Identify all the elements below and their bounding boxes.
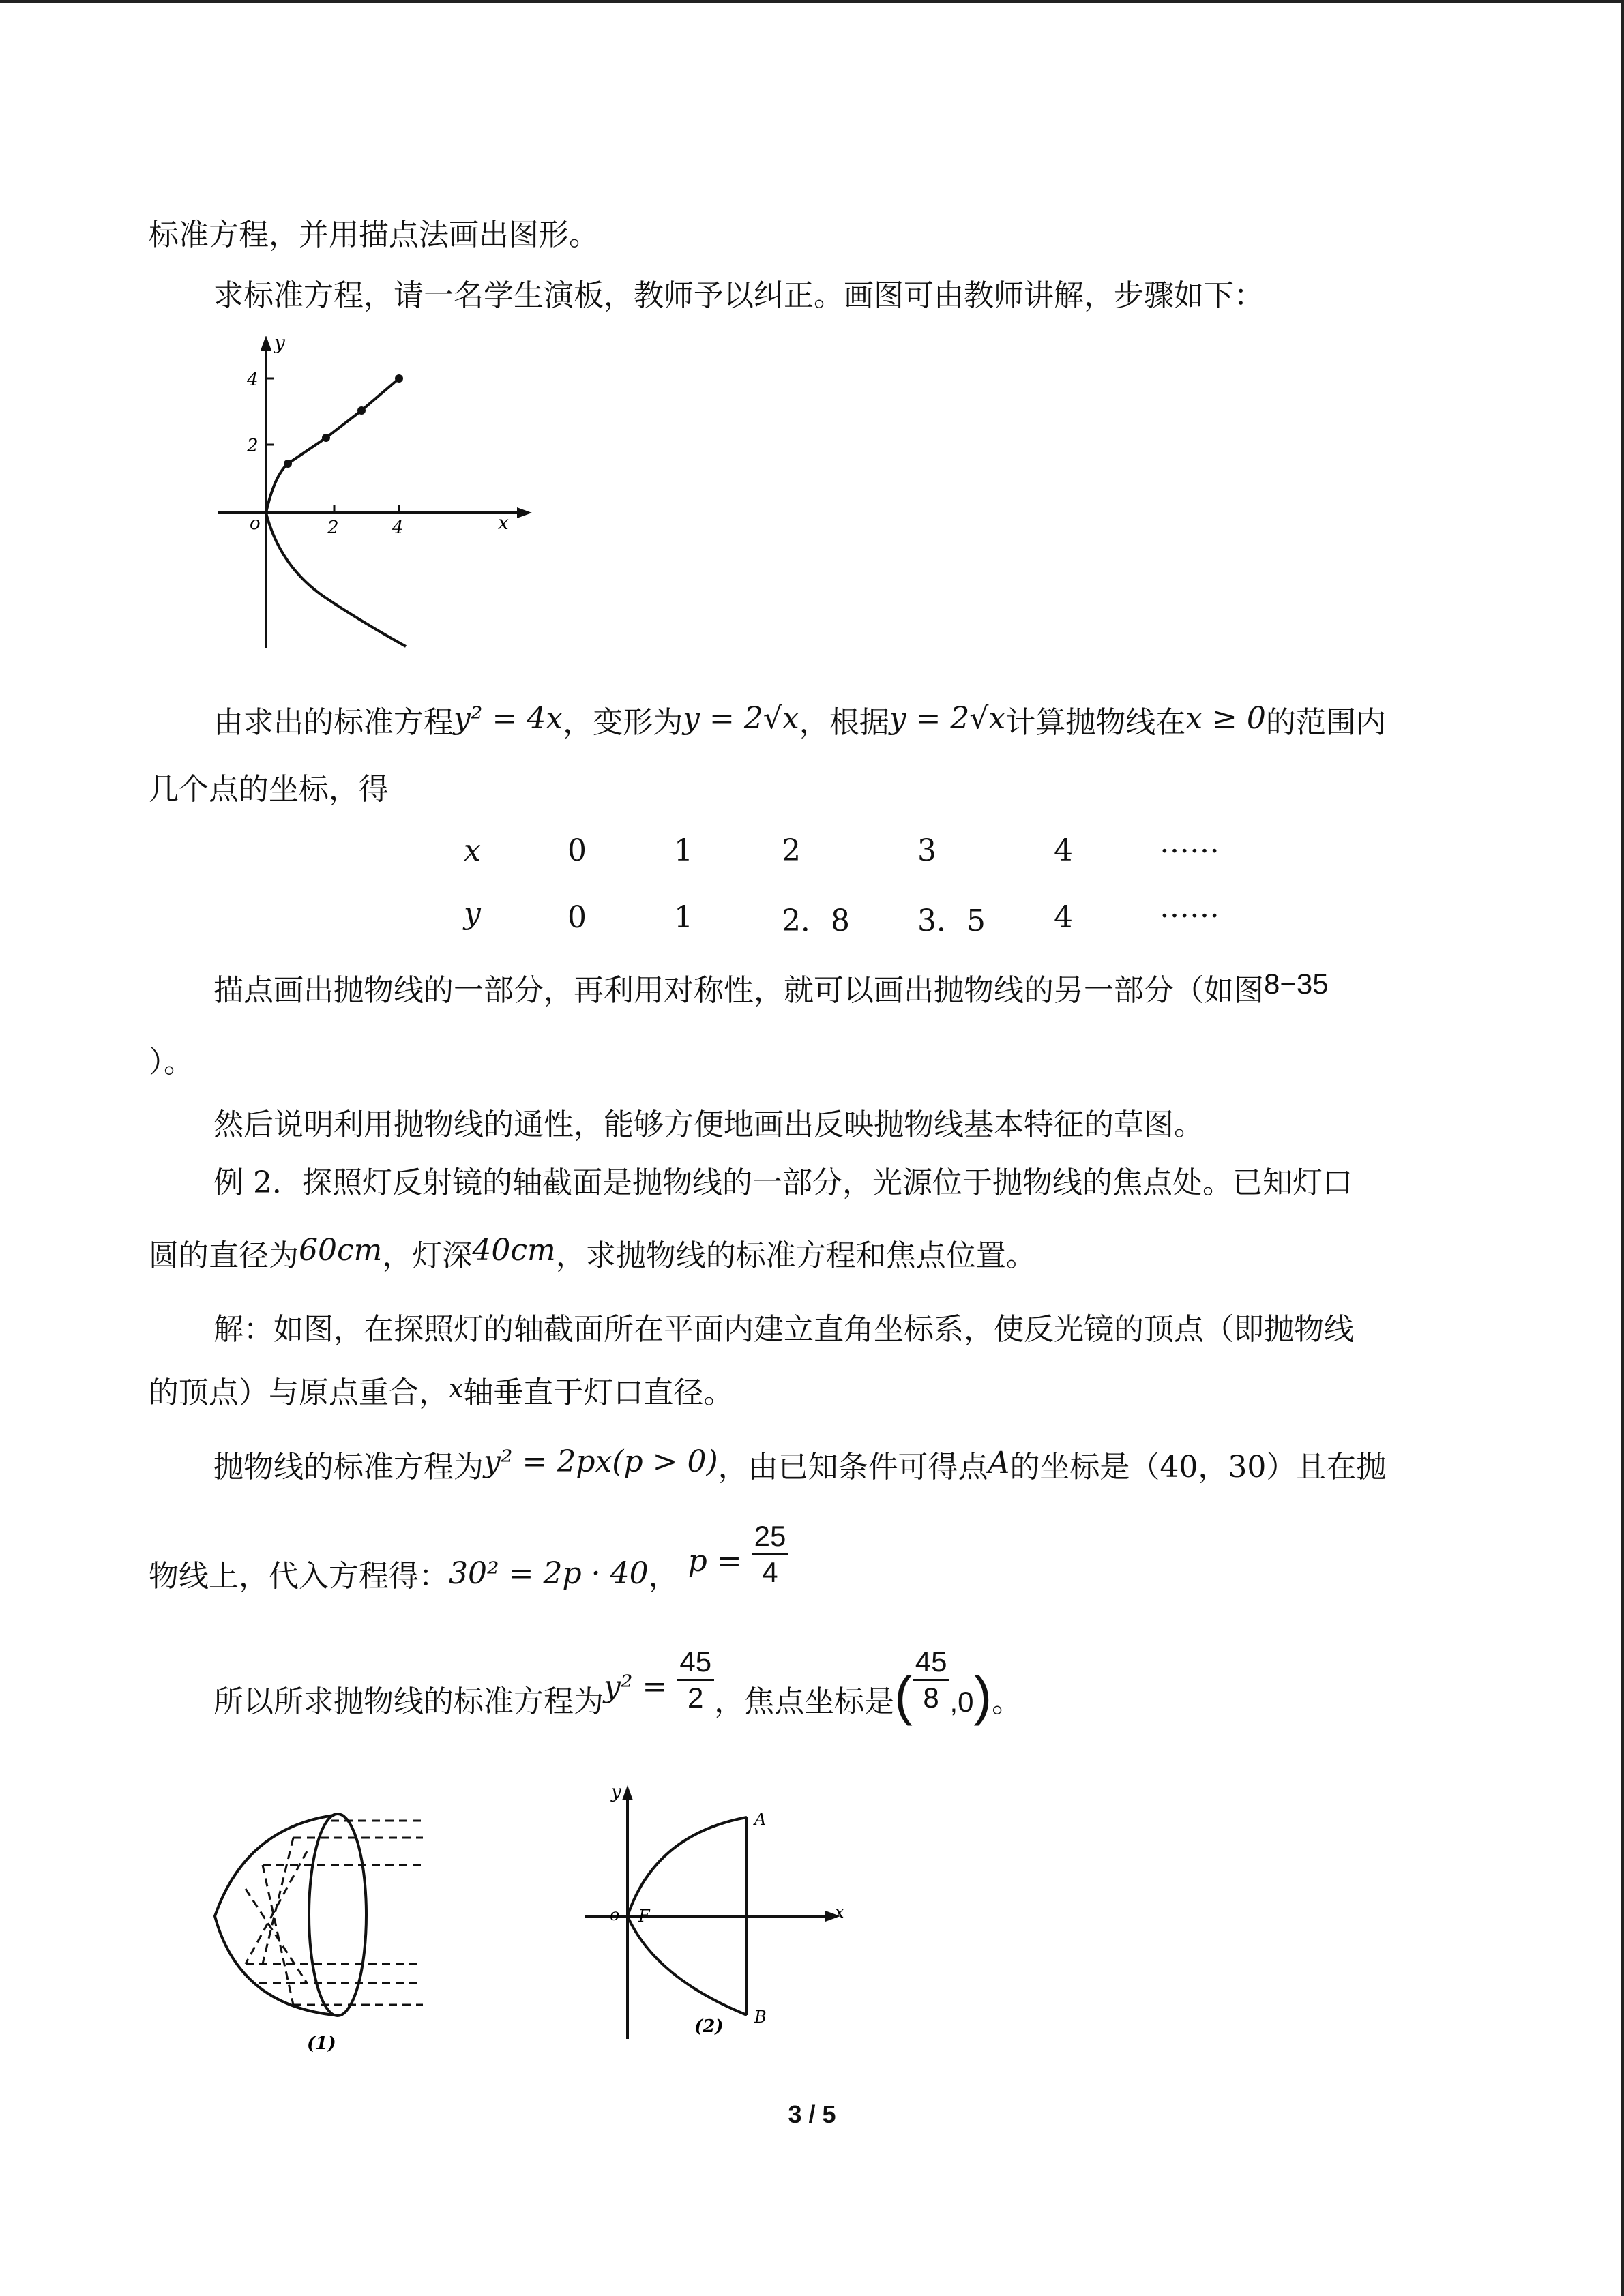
- paragraph-9-text-a: 圆的直径为: [149, 1238, 299, 1273]
- paragraph-2: [213, 275, 1264, 316]
- paragraph-13-text-b: ，: [648, 1559, 679, 1594]
- page-border-right: [1621, 0, 1624, 2296]
- paragraph-1: [149, 215, 599, 256]
- paragraph-11: [149, 1368, 733, 1414]
- fraction-focus-denominator: 8: [923, 1682, 939, 1714]
- paragraph-14-text-a: 所以所求抛物线的标准方程为: [213, 1684, 604, 1719]
- x-axis-label: x: [498, 511, 509, 534]
- fraction-result: [677, 1645, 714, 1715]
- p-equals: p =: [688, 1544, 742, 1579]
- paragraph-8: [213, 1163, 1353, 1204]
- paragraph-10-text: 解：如图，在探照灯的轴截面所在平面内建立直角坐标系，使反光镜的顶点（即抛物线: [213, 1312, 1354, 1347]
- plot-point: [395, 374, 403, 383]
- y-axis-label: y: [274, 331, 285, 354]
- figure-coordinate-diagram: [573, 1773, 859, 2059]
- figure-reference: 8−35: [1264, 968, 1329, 1000]
- paragraph-12-text-c: 的坐标是（40，30）且在抛: [1009, 1450, 1387, 1485]
- paragraph-11-text-b: 轴垂直于灯口直径。: [463, 1375, 734, 1410]
- x-tick-label-4: 4: [392, 518, 404, 538]
- paragraph-9-text-b: ，灯深: [382, 1238, 473, 1273]
- paragraph-4-text: 几个点的坐标，得: [149, 772, 389, 807]
- equation-substitution: 30² = 2p · 40: [449, 1556, 649, 1591]
- equation-y-2sqrtx: y = 2√x: [683, 701, 799, 736]
- paragraph-3-text-c: ，根据: [799, 705, 889, 740]
- point-b-label: B: [754, 2008, 767, 2027]
- table-x-cell: 1: [674, 833, 693, 868]
- plot-point: [322, 434, 330, 442]
- origin-label: o: [610, 1905, 620, 1924]
- table-y-cell: 1: [674, 900, 693, 935]
- page-number: 3 / 5: [788, 2100, 836, 2128]
- paragraph-13-text-a: 物线上，代入方程得：: [149, 1559, 449, 1594]
- paragraph-2-text: 求标准方程，请一名学生演板，教师予以纠正。画图可由教师讲解，步骤如下：: [213, 278, 1264, 313]
- origin-label: o: [250, 513, 261, 534]
- y-axis-arrow: [622, 1785, 633, 1800]
- focus-y-coordinate: ,0: [949, 1686, 974, 1718]
- paragraph-10: [213, 1309, 1354, 1350]
- paragraph-4: [149, 769, 389, 810]
- paragraph-3-text-a: 由求出的标准方程: [213, 705, 454, 740]
- paragraph-3-text-b: ，变形为: [563, 705, 683, 740]
- page-border-top: [0, 0, 1624, 3]
- focus-label: F: [638, 1907, 650, 1926]
- paragraph-3: [213, 698, 1386, 743]
- figure-parabola-plot: [205, 327, 546, 655]
- x-axis-symbol: x: [449, 1373, 464, 1403]
- paragraph-14: [213, 1645, 1022, 1743]
- table-y-cell: 2．8: [782, 904, 850, 938]
- table-y-cell: 3．5: [917, 904, 986, 938]
- parabola-upper-branch: [266, 378, 399, 513]
- table-x-label: x: [464, 833, 481, 868]
- table-y-label: y: [464, 896, 481, 931]
- point-a-label: A: [754, 1810, 767, 1829]
- table-y-cell: ……: [1160, 890, 1220, 925]
- y-axis-arrow: [261, 336, 271, 351]
- paragraph-5-text: 描点画出抛物线的一部分，再利用对称性，就可以画出抛物线的另一部分（如图: [213, 973, 1264, 1008]
- paragraph-9: [149, 1230, 1036, 1277]
- fraction-p: [752, 1519, 789, 1590]
- table-x-cell: 4: [1054, 833, 1073, 868]
- diameter-value: 60cm: [299, 1233, 383, 1268]
- table-y-cell: 0: [567, 900, 587, 935]
- parabola-lower: [628, 1916, 747, 2015]
- paragraph-12: [213, 1442, 1386, 1488]
- paragraph-11-text-a: 的顶点）与原点重合，: [149, 1375, 449, 1410]
- paragraph-1-text: 标准方程，并用描点法画出图形。: [149, 218, 599, 252]
- paragraph-6-text: ）。: [149, 1045, 194, 1079]
- fraction-result-denominator: 2: [688, 1682, 704, 1714]
- equation-y2-4x: y² = 4x: [454, 701, 563, 736]
- equation-x-ge-0: x ≥ 0: [1185, 701, 1266, 736]
- plot-point: [357, 406, 366, 415]
- light-rays: [246, 1821, 423, 2005]
- focus-close-paren: ): [973, 1665, 992, 1726]
- table-y-cell: 4: [1054, 900, 1073, 935]
- paragraph-12-text-a: 抛物线的标准方程为: [213, 1450, 484, 1485]
- table-x-cell: 2: [782, 833, 801, 868]
- paragraph-3-text-e: 的范围内: [1265, 705, 1386, 740]
- fraction-result-numerator: 45: [677, 1645, 714, 1681]
- figure-searchlight-reflector: [198, 1800, 443, 2059]
- table-x-cell: 0: [567, 833, 587, 868]
- y-tick-label-4: 4: [247, 370, 259, 390]
- reflector-mouth: [309, 1814, 366, 2016]
- equation-standard-form: y² = 2px(p > 0): [484, 1444, 718, 1479]
- paragraph-5: [213, 964, 1329, 1011]
- fraction-focus: [913, 1645, 950, 1715]
- focus-coordinate: (: [894, 1665, 913, 1726]
- table-x-cell: ……: [1160, 825, 1220, 860]
- paragraph-8-text: 例 2．探照灯反射镜的轴截面是抛物线的一部分，光源位于抛物线的焦点处。已知灯口: [213, 1165, 1353, 1200]
- y-tick-label-2: 2: [247, 436, 259, 456]
- x-tick-label-2: 2: [327, 518, 339, 538]
- fraction-focus-numerator: 45: [913, 1645, 950, 1681]
- x-axis-arrow: [517, 507, 532, 518]
- paragraph-12-text-b: ，由已知条件可得点: [718, 1450, 988, 1485]
- equation-result: y² =: [604, 1669, 668, 1704]
- paragraph-14-text-b: ，焦点坐标是: [714, 1684, 895, 1719]
- caption-2: (2): [694, 2016, 724, 2037]
- paragraph-7: [213, 1105, 1204, 1146]
- y-axis-label: y: [611, 1782, 621, 1802]
- equation-y-2sqrtx-2: y = 2√x: [889, 701, 1006, 736]
- x-axis-label: x: [835, 1903, 844, 1922]
- fraction-p-denominator: 4: [762, 1556, 778, 1588]
- paragraph-7-text: 然后说明利用抛物线的通性，能够方便地画出反映抛物线基本特征的草图。: [213, 1107, 1204, 1142]
- caption-1: (1): [307, 2033, 336, 2054]
- point-a-symbol: A: [988, 1446, 1010, 1480]
- table-x-cell: 3: [917, 833, 936, 868]
- paragraph-14-text-c: 。: [992, 1684, 1022, 1719]
- parabola-upper: [628, 1817, 747, 1916]
- depth-value: 40cm: [472, 1233, 556, 1268]
- fraction-p-numerator: 25: [752, 1519, 789, 1555]
- plot-point: [284, 460, 292, 468]
- paragraph-3-text-d: 计算抛物线在: [1005, 705, 1186, 740]
- paragraph-13: [149, 1519, 788, 1617]
- paragraph-6: [149, 1042, 194, 1083]
- paragraph-9-text-c: ，求抛物线的标准方程和焦点位置。: [555, 1238, 1036, 1273]
